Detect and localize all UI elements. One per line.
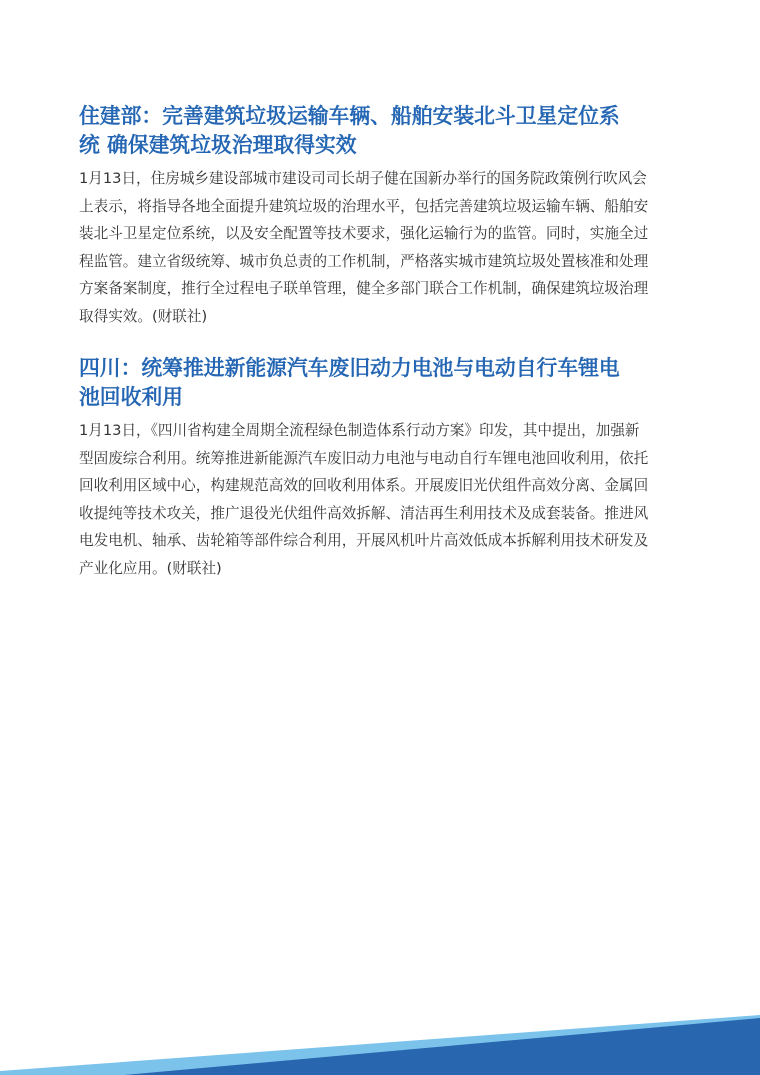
body-line: 产业化应用。(财联社) bbox=[79, 559, 222, 577]
footer-decoration bbox=[0, 1005, 760, 1075]
article-title bbox=[79, 102, 685, 160]
article-title bbox=[79, 354, 685, 412]
article-body bbox=[79, 417, 685, 583]
body-line: 型固废综合利用。统筹推进新能源汽车废旧动力电池与电动自行车锂电池回收利用，依托 bbox=[79, 449, 649, 467]
body-line: 1月13日，住房城乡建设部城市建设司司长胡子健在国新办举行的国务院政策例行吹风会 bbox=[79, 170, 647, 187]
body-line: 回收利用区域中心，构建规范高效的回收利用体系。开展废旧光伏组件高效分离、金属回 bbox=[79, 477, 649, 495]
article-body bbox=[79, 165, 685, 331]
body-line: 装北斗卫星定位系统，以及安全配置等技术要求，强化运输行为的监管。同时，实施全过 bbox=[79, 225, 649, 243]
body-line: 收提纯等技术攻关，推广退役光伏组件高效拆解、清洁再生利用技术及成套装备。推进风 bbox=[79, 504, 649, 522]
body-line: 方案备案制度，推行全过程电子联单管理，健全多部门联合工作机制，确保建筑垃圾治理 bbox=[79, 280, 649, 298]
body-line: 1月13日，《四川省构建全周期全流程绿色制造体系行动方案》印发，其中提出，加强新 bbox=[79, 422, 640, 439]
title-line: 住建部：完善建筑垃圾运输车辆、船舶安装北斗卫星定位系 bbox=[79, 104, 620, 128]
body-line: 上表示，将指导各地全面提升建筑垃圾的治理水平，包括完善建筑垃圾运输车辆、船舶安 bbox=[79, 197, 649, 215]
title-line: 池回收利用 bbox=[79, 385, 183, 409]
title-line: 统 确保建筑垃圾治理取得实效 bbox=[79, 133, 357, 157]
article-sichuan-battery-recycling bbox=[79, 354, 685, 583]
article-construction-waste bbox=[79, 102, 685, 331]
body-line: 电发电机、轴承、齿轮箱等部件综合利用，开展风机叶片高效低成本拆解利用技术研发及 bbox=[79, 532, 649, 550]
body-line: 程监管。建立省级统筹、城市负总责的工作机制，严格落实城市建筑垃圾处置核准和处理 bbox=[79, 252, 649, 270]
body-line: 取得实效。(财联社) bbox=[79, 307, 208, 325]
title-line: 四川：统筹推进新能源汽车废旧动力电池与电动自行车锂电 bbox=[79, 356, 620, 380]
